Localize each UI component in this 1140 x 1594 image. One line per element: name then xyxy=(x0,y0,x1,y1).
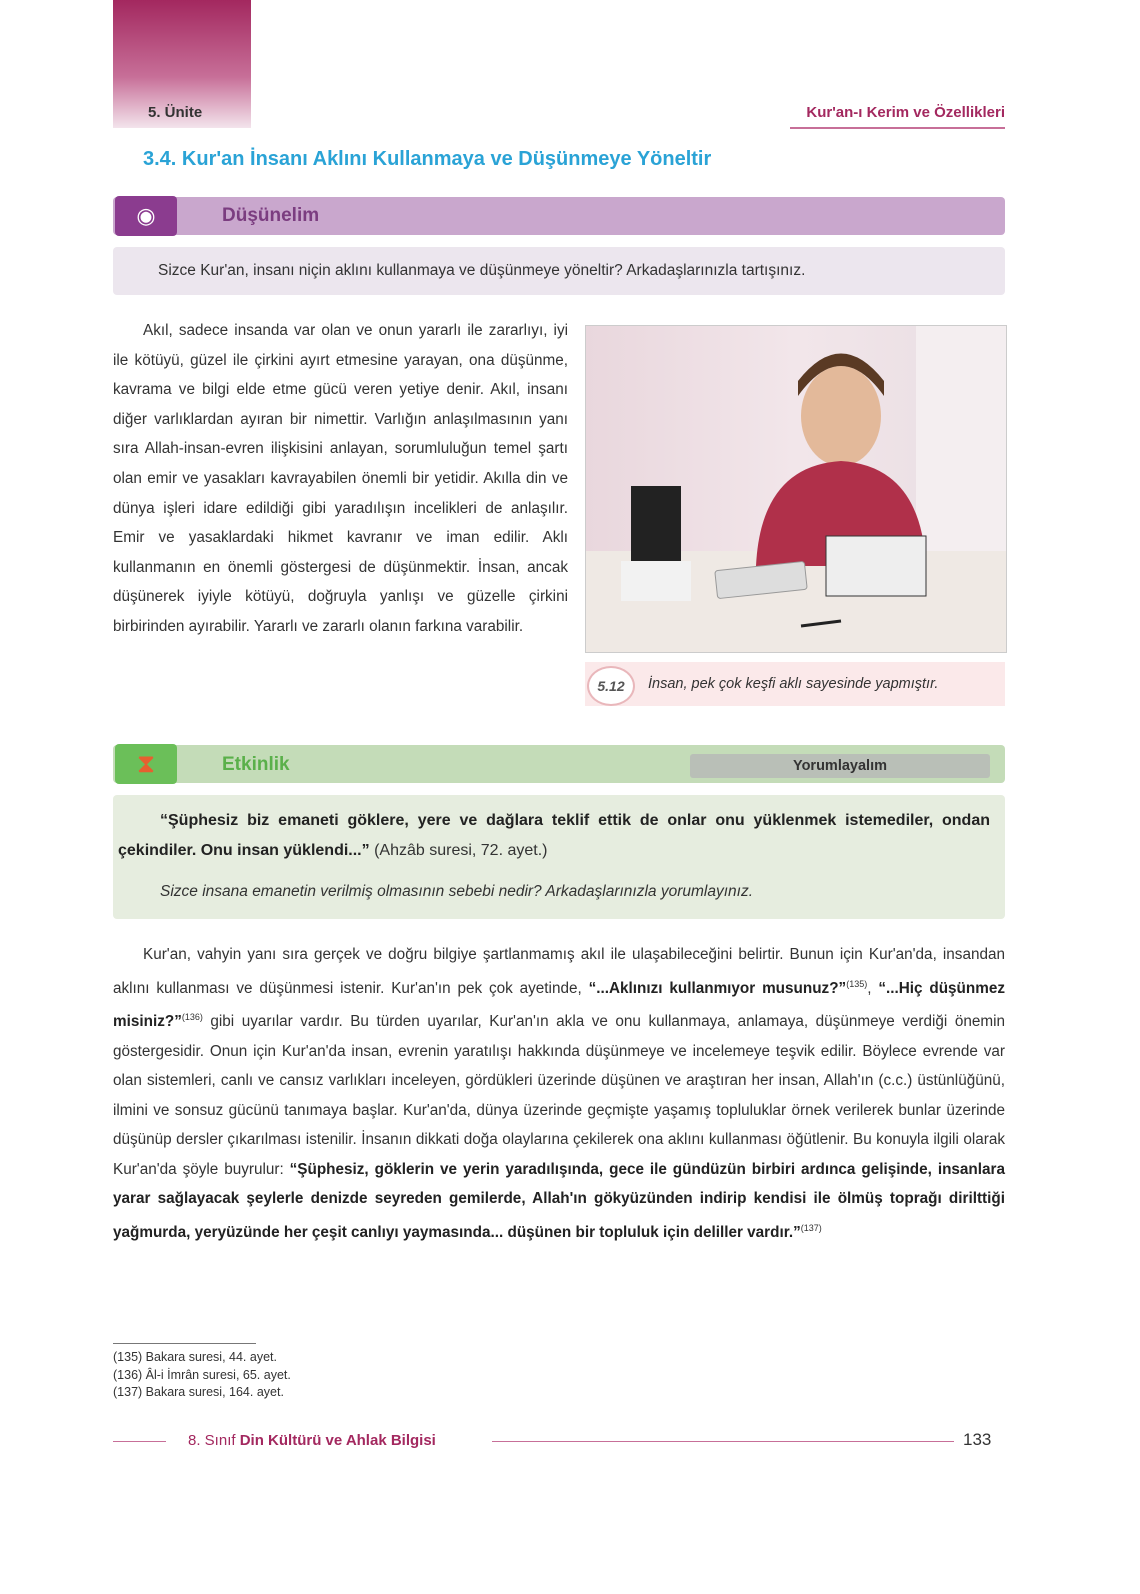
activity-question: Sizce insana emanetin verilmiş olmasının sebebi nedir? Arkadaşlarınızla yorumlayınız. xyxy=(160,883,754,900)
footnote: (135) Bakara suresi, 44. ayet. xyxy=(113,1350,277,1364)
footer-rule xyxy=(492,1441,954,1442)
footer-grade: 8. Sınıf xyxy=(188,1432,240,1449)
verse-source: (Ahzâb suresi, 72. ayet.) xyxy=(369,842,548,859)
footer-book: Din Kültürü ve Ahlak Bilgisi xyxy=(239,1432,436,1449)
brain-globe-icon: ◉ xyxy=(115,196,177,236)
footnote-ref: (136) xyxy=(181,1012,203,1023)
activity-tag: Yorumlayalım xyxy=(690,754,990,778)
photo-illustration xyxy=(586,326,1006,652)
intro-paragraph: Akıl, sadece insanda var olan ve onun yararlı ile zararlıyı, iyi ile kötüyü, güzel ile çirkini ayırt etmesine yarayan, ona düşünme, kavrama ve bilgi elde etme gücü veren yetiye denir. Akıl, insanı diğer varlıklardan ayıran bir nimettir. Varlığın anlaşılmasının yanı sıra Allah-insan-evren ilişkisini anlayan, sorumluluğun temel şartı olan emir ve yasakları kavrayabilen önemli bir yetidir. Akılla din ve dünya işleri idare edildiği gibi yaradılışın incelikleri de anlaşılır. Emir ve yasaklardaki hikmet kavranır ve iman edilir. Aklı kullanmanın en önemli göstergesi de düşünmektir. İnsan, ancak düşünerek iyiyle kötüyü, doğruyla yanlışı ve güzelle çirkini birbirinden ayırabilir. Yararlı ve zararlı olanın farkına varabilir. xyxy=(113,322,568,635)
verse-quote: “Şüphesiz biz emaneti göklere, yere ve dağlara teklif ettik de onlar onu yüklenmek istemediler, ondan çekindiler. Onu insan yüklendi...” xyxy=(118,812,990,859)
think-question: Sizce Kur'an, insanı niçin aklını kullanmaya ve düşünmeye yöneltir? Arkadaşlarınızla tartışınız. xyxy=(158,262,806,279)
verse-quote: “Şüphesiz, göklerin ve yerin yaradılışında, gece ile gündüzün birbiri ardınca gelişinde, insanlara yarar sağlayacak şeylerle denizde seyreden gemilerde, Allah'ın gökyüzünden indirip kendisi ile ölmüş toprağı dirilttiği yağmurda, yeryüzünde her çeşit canlıyı yaymasında... düşünen bir topluluk için deliller vardır.” xyxy=(113,1160,1005,1241)
think-title: Düşünelim xyxy=(222,205,320,226)
footnote-ref: (135) xyxy=(846,978,868,989)
footnote: (136) Âl-i İmrân suresi, 65. ayet. xyxy=(113,1367,291,1382)
footnote-ref: (137) xyxy=(800,1222,822,1233)
verse-quote: “...Hiç düşünmez misiniz?” xyxy=(113,979,1005,1031)
body-paragraph xyxy=(113,940,1005,1247)
verse-quote: “...Aklınızı kullanmıyor musunuz?” xyxy=(588,979,847,997)
page-number: 133 xyxy=(963,1430,992,1449)
figure-caption: İnsan, pek çok keşfi aklı sayesinde yapmıştır. xyxy=(648,676,939,692)
hourglass-icon: ⧗ xyxy=(115,744,177,784)
unit-label: 5. Ünite xyxy=(148,104,203,121)
footnote-divider xyxy=(113,1343,256,1344)
footnote: (137) Bakara suresi, 164. ayet. xyxy=(113,1385,284,1399)
activity-quote xyxy=(118,806,990,866)
footer-book-title xyxy=(188,1432,436,1449)
chapter-title: Kur'an-ı Kerim ve Özellikleri xyxy=(806,104,1005,121)
section-title: 3.4. Kur'an İnsanı Aklını Kullanmaya ve Düşünmeye Yöneltir xyxy=(143,148,712,170)
figure-number: 5.12 xyxy=(587,666,635,706)
footnotes xyxy=(113,1349,291,1402)
chapter-underline xyxy=(790,127,1005,129)
activity-title: Etkinlik xyxy=(222,754,290,775)
student-robot-photo xyxy=(585,325,1007,653)
body-text: gibi uyarılar vardır. Bu türden uyarılar, Kur'an'ın akla ve onu kullanmaya, anlamaya, düşünmeye verdiği önemin göstergesidir. Onun için Kur'an'da insan, evrenin yaratılışı hakkında düşünmeye ve incelemeye teşvik edilir. Böylece evrende var olan sistemleri, canlı ve cansız varlıkları inceleyen, gördükleri üzerinde düşünen ve araştıran her insan, Allah'ın (c.c.) üstünlüğünü, ilmini ve sonsuz gücünü tanımaya başlar. Kur'an'da, dünya üzerinde geçmişte yaşamış topluluklar örnek verilerek bunlar üzerinde düşünüp dersler çıkarılması istenilir. İnsanın dikkati doğa olaylarına çekilerek ona aklını kullanması öğütlenir. Bu konuyla ilgili olarak Kur'an'da şöyle buyrulur: xyxy=(113,1013,1005,1178)
footer-rule xyxy=(113,1441,166,1442)
body-text: Kur'an, vahyin yanı sıra gerçek ve doğru bilgiye şartlanmamış akıl ile ulaşabileceğini belirtir. Bunun için Kur'an'da, insandan aklını kullanması ve düşünmesi istenir. Kur'an'ın pek çok ayetinde, xyxy=(113,946,1005,997)
body-text: , xyxy=(867,979,879,997)
